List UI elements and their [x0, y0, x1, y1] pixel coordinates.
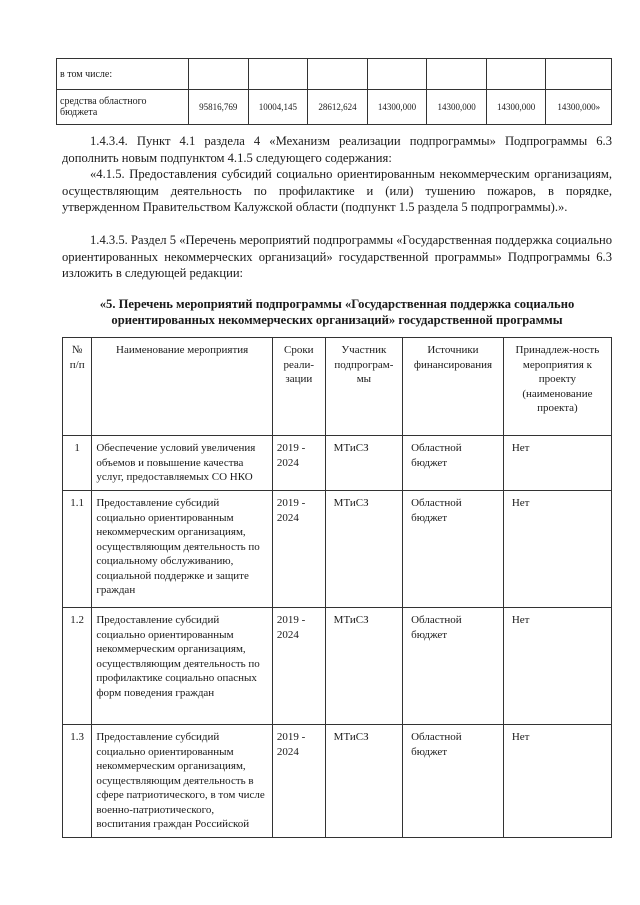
- section-heading: «5. Перечень мероприятий подпрограммы «Государственная поддержка социально ориентированных некоммерческих организаций» государственной программы: [99, 297, 575, 327]
- row-name: Предоставление субсидий социально ориентированным некоммерческим организациям, осуществляющим деятельность по социальному обслуживанию, социальной поддержке и защите граждан: [92, 491, 273, 608]
- row-project: Нет: [503, 608, 611, 725]
- budget-cell: 28612,624: [308, 90, 368, 125]
- budget-row-label: в том числе:: [57, 59, 189, 90]
- budget-cell: [189, 59, 249, 90]
- budget-cell: 95816,769: [189, 90, 249, 125]
- table-row: [63, 608, 612, 725]
- paragraph-1-4-3-4: 1.4.3.4. Пункт 4.1 раздела 4 «Механизм реализации подпрограммы» Подпрограммы 6.3 дополнить новым подпунктом 4.1.5 следующего содержания:: [62, 134, 612, 165]
- row-source: Областной бюджет: [403, 725, 504, 838]
- paragraph-4-1-5: «4.1.5. Предоставления субсидий социально ориентированным некоммерческим организациям, осуществляющим деятельность по профилактике и (или) тушению пожаров, в порядке, утвержденном Правительством Калужской области (подпункт 1.5 раздела 5 подпрограммы).».: [62, 167, 612, 214]
- header-project: Принадлеж-ность мероприятия к проекту (наименование проекта): [503, 338, 611, 436]
- budget-table: [56, 58, 612, 125]
- table-row: [63, 491, 612, 608]
- row-participant: МТиСЗ: [325, 436, 402, 491]
- row-term: 2019 - 2024: [272, 608, 325, 725]
- row-name: Предоставление субсидий социально ориентированным некоммерческим организациям, осуществляющим деятельность по профилактике социально опасных форм поведения граждан: [92, 608, 273, 725]
- paragraph-1-4-3-5: 1.4.3.5. Раздел 5 «Перечень мероприятий подпрограммы «Государственная поддержка социально ориентированных некоммерческих организаций» государственной программы» Подпрограммы 6.3 изложить в следующей редакции:: [62, 233, 612, 280]
- table-row: [63, 725, 612, 838]
- budget-cell: [486, 59, 546, 90]
- budget-cell: 14300,000»: [546, 90, 612, 125]
- row-participant: МТиСЗ: [325, 725, 402, 838]
- table-header-row: [63, 338, 612, 436]
- row-source: Областной бюджет: [403, 491, 504, 608]
- row-term: 2019 - 2024: [272, 725, 325, 838]
- budget-cell: [546, 59, 612, 90]
- header-name: Наименование мероприятия: [92, 338, 273, 436]
- budget-cell: [308, 59, 368, 90]
- header-no: № п/п: [63, 338, 92, 436]
- budget-cell: 14300,000: [367, 90, 427, 125]
- header-participant: Участник подпрограм-мы: [325, 338, 402, 436]
- row-participant: МТиСЗ: [325, 608, 402, 725]
- row-no: 1.1: [63, 491, 92, 608]
- budget-cell: [427, 59, 487, 90]
- row-term: 2019 - 2024: [272, 491, 325, 608]
- budget-cell: 14300,000: [427, 90, 487, 125]
- row-project: Нет: [503, 436, 611, 491]
- row-term: 2019 - 2024: [272, 436, 325, 491]
- row-project: Нет: [503, 491, 611, 608]
- events-table: [62, 337, 612, 838]
- row-source: Областной бюджет: [403, 608, 504, 725]
- table-row: [63, 436, 612, 491]
- row-participant: МТиСЗ: [325, 491, 402, 608]
- row-source: Областной бюджет: [403, 436, 504, 491]
- budget-cell: 14300,000: [486, 90, 546, 125]
- row-no: 1.3: [63, 725, 92, 838]
- row-project: Нет: [503, 725, 611, 838]
- table-row: [57, 90, 612, 125]
- budget-cell: [367, 59, 427, 90]
- budget-row-label: средства областного бюджета: [57, 90, 189, 125]
- header-source: Источники финансирования: [403, 338, 504, 436]
- row-no: 1: [63, 436, 92, 491]
- row-name: Обеспечение условий увеличения объемов и повышение качества услуг, предоставляемых СО НКО: [92, 436, 273, 491]
- header-term: Сроки реали-зации: [272, 338, 325, 436]
- row-no: 1.2: [63, 608, 92, 725]
- row-name: Предоставление субсидий социально ориентированным некоммерческим организациям, осуществляющим деятельность в сфере патриотического, в том числе военно-патриотического, воспитания граждан Российской: [92, 725, 273, 838]
- budget-cell: 10004,145: [248, 90, 308, 125]
- budget-cell: [248, 59, 308, 90]
- table-row: [57, 59, 612, 90]
